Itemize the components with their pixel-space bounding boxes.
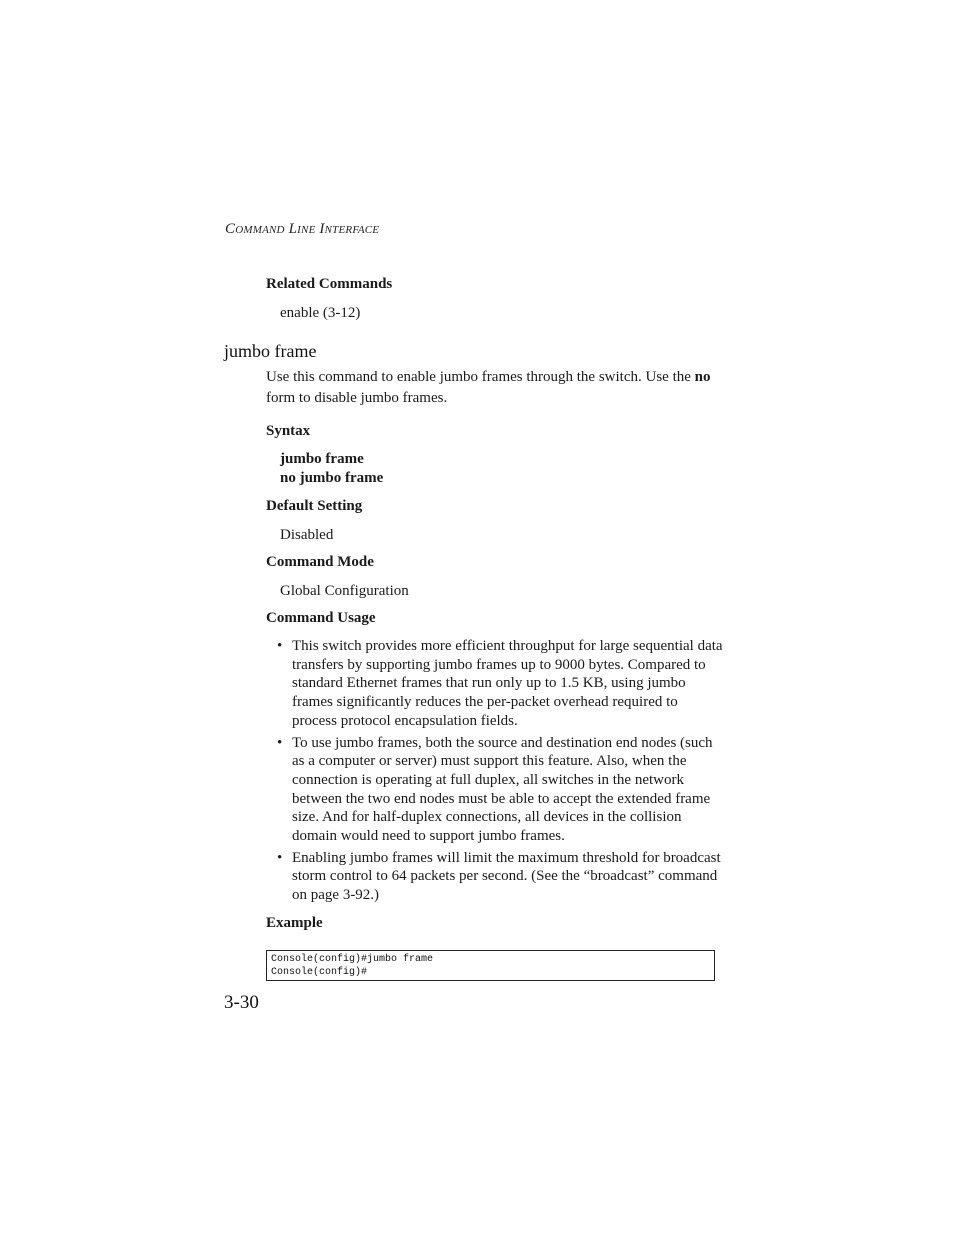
command-mode-heading: Command Mode — [266, 554, 374, 570]
command-mode-value: Global Configuration — [280, 583, 409, 599]
command-usage-heading: Command Usage — [266, 610, 376, 626]
usage-item-text: Enabling jumbo frames will limit the maximum threshold for broadcast storm control to 64 packets per second. (See the “broadcast” command on page 3-92.) — [292, 849, 721, 904]
running-header: Command Line Interface — [225, 221, 380, 237]
code-line: Console(config)#jumbo frame — [271, 954, 434, 965]
code-example-box — [266, 950, 715, 981]
syntax-line-2: no jumbo frame — [280, 470, 384, 486]
list-item — [276, 734, 726, 846]
list-item — [276, 849, 726, 905]
command-title: jumbo frame — [224, 341, 317, 361]
page-number: 3-30 — [224, 992, 259, 1013]
bullet-glyph: • — [277, 849, 283, 866]
usage-item-text: To use jumbo frames, both the source and destination end nodes (such as a computer or server) must support this feature. Also, when the connection is operating at full duplex, all switches in the network between the two end nodes must be able to accept the extended frame size. And for half-duplex connections, all devices in the collision domain would need to support jumbo frames. — [292, 734, 713, 845]
example-heading: Example — [266, 915, 323, 931]
bullet-glyph: • — [277, 638, 283, 654]
default-setting-heading: Default Setting — [266, 498, 363, 514]
list-item — [276, 637, 726, 731]
usage-item-text: This switch provides more efficient throughput for large sequential data transfers by supporting jumbo frames up to 9000 bytes. Compared to standard Ethernet frames that run only up to 1.5 KB, using jumbo frames significantly reduces the per-packet overhead required to process protocol encapsulation fields. — [292, 638, 723, 729]
command-usage-list — [276, 637, 726, 908]
default-setting-value: Disabled — [280, 527, 334, 543]
syntax-line-1: jumbo frame — [280, 451, 364, 467]
intro-bold-keyword: no — [694, 369, 711, 385]
related-commands-text: enable (3-12) — [280, 305, 361, 321]
code-line: Console(config)# — [271, 967, 368, 978]
intro-text-2: form to disable jumbo frames. — [266, 390, 448, 406]
intro-text-1: Use this command to enable jumbo frames through the switch. Use the — [266, 369, 695, 385]
bullet-glyph: • — [277, 734, 283, 751]
related-commands-heading: Related Commands — [266, 276, 393, 292]
syntax-heading: Syntax — [266, 423, 311, 439]
command-intro — [266, 367, 726, 409]
